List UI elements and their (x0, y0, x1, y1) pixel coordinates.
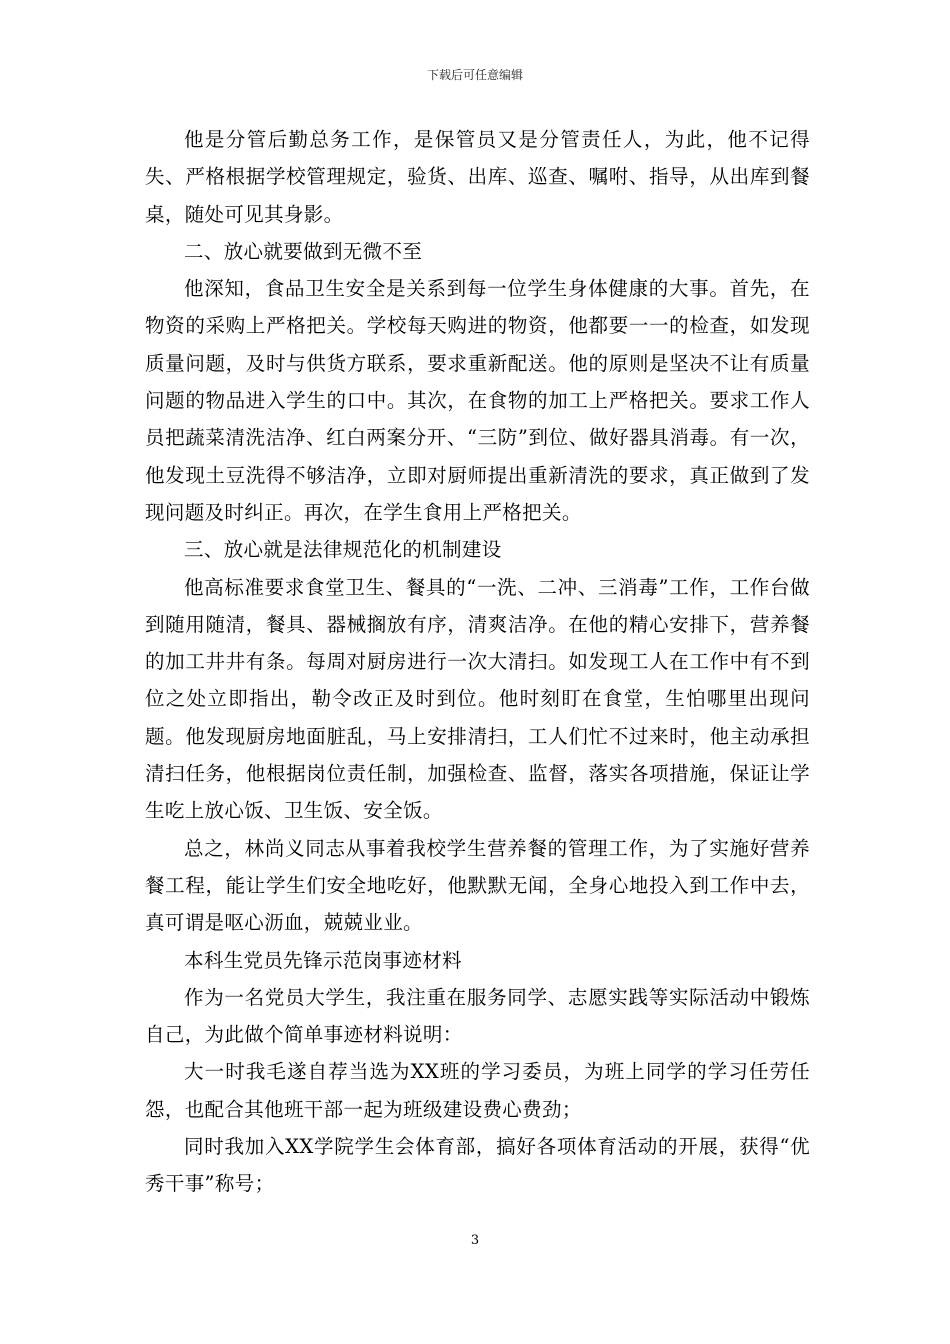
section-heading-3: 三、放心就是法律规范化的机制建设 (184, 538, 502, 562)
paragraph-food-safety: 他深知，食品卫生安全是关系到每一位学生身体健康的大事。首先，在物资的采购上严格把关。学校每天购进的物资，他都要一一的检查，如发现质量问题，及时与供货方联系，要求重新配送。他的原则是坚决不让有质量问题的物品进入学生的口中。其次，在食物的加工上严格把关。要求工作人员把蔬菜清洗洁净、红白两案分开、“三防”到位、做好器具消毒。有一次，他发现土豆洗得不够洁净，立即对厨师提出重新清洗的要求，真正做到了发现问题及时纠正。再次，在学生食用上严格把关。 (145, 277, 810, 524)
paragraph-summary: 总之，林尚义同志从事着我校学生营养餐的管理工作，为了实施好营养餐工程，能让学生们安全地吃好，他默默无闻，全身心地投入到工作中去，真可谓是呕心沥血，兢兢业业。 (145, 836, 810, 935)
section-heading-2: 二、放心就要做到无微不至 (184, 239, 423, 263)
paragraph-hygiene-standards: 他高标准要求食堂卫生、餐具的“一洗、二冲、三消毒”工作，工作台做到随用随清，餐具、器械搁放有序，清爽洁净。在他的精心安排下，营养餐的加工井井有条。每周对厨房进行一次大清扫。如发现工人在工作中有不到位之处立即指出，勒令改正及时到位。他时刻盯在食堂，生怕哪里出现问题。他发现厨房地面脏乱，马上安排清扫，工人们忙不过来时，他主动承担清扫任务，他根据岗位责任制，加强检查、监督，落实各项措施，保证让学生吃上放心饭、卫生饭、安全饭。 (145, 575, 810, 823)
paragraph-introduction: 作为一名党员大学生，我注重在服务同学、志愿实践等实际活动中锻炼自己，为此做个简单事迹材料说明： (145, 985, 810, 1047)
document-body (145, 121, 810, 1203)
subtitle-exemplary-member: 本科生党员先锋示范岗事迹材料 (184, 948, 462, 972)
paragraph-duties: 他是分管后勤总务工作，是保管员又是分管责任人，为此，他不记得失、严格根据学校管理规定，验货、出库、巡查、嘱咐、指导，从出库到餐桌，随处可见其身影。 (145, 128, 810, 226)
page-header: 下载后可任意编辑 (426, 68, 523, 82)
page-number: 3 (470, 1233, 480, 1248)
paragraph-sports-department: 同时我加入XX学院学生会体育部，搞好各项体育活动的开展，获得“优秀干事”称号； (145, 1135, 810, 1196)
paragraph-study-committee: 大一时我毛遂自荐当选为XX班的学习委员，为班上同学的学习任劳任怨，也配合其他班干部一起为班级建设费心费劲； (145, 1060, 810, 1121)
